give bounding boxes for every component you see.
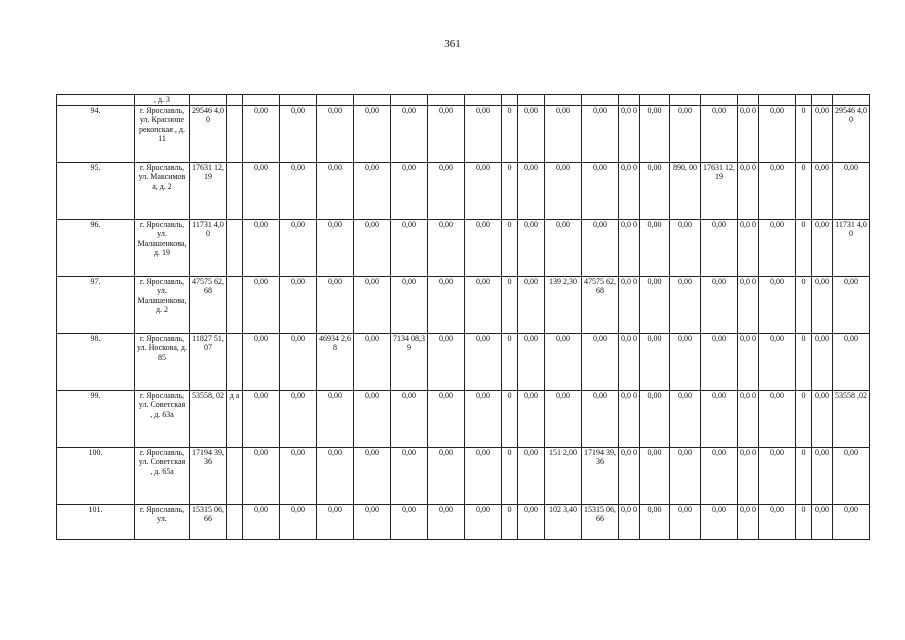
table-row [57,276,870,333]
value-cell: 0,00 [640,333,670,390]
value-cell: 0,0 0 [619,162,640,219]
value-cell: 0,00 [391,390,428,447]
address-cell: г. Ярославль, ул. Советская , д. 63а [135,390,190,447]
value-cell: 0 [796,504,812,539]
data-cell [428,95,465,106]
value-cell: 0,00 [640,162,670,219]
value-cell: 17631 12,19 [701,162,738,219]
table-row [57,504,870,539]
value-cell: 0,00 [812,390,833,447]
value-cell: 0,00 [670,276,701,333]
table-row [57,162,870,219]
value-cell: 0,00 [465,504,502,539]
value-cell: 0,00 [518,504,545,539]
row-number-cell: 99. [57,390,135,447]
row-number-cell: 97. [57,276,135,333]
value-cell: 0,00 [833,447,870,504]
page-number: 361 [444,38,461,50]
value-cell: 0,00 [701,219,738,276]
value-cell: 0,00 [354,390,391,447]
total-cell: 29546 4,00 [190,105,227,162]
value-cell: 0,00 [582,390,619,447]
value-cell: 0,00 [518,276,545,333]
address-cell: г. Ярославль, ул. Носкова, д. 85 [135,333,190,390]
data-cell [759,95,796,106]
total-cell: 53558, 02 [190,390,227,447]
value-cell: 17194 39,36 [582,447,619,504]
value-cell: 0,00 [812,105,833,162]
value-cell: 0,00 [582,105,619,162]
value-cell: 0,00 [391,162,428,219]
value-cell: 0,00 [280,504,317,539]
value-cell: 0,0 0 [738,162,759,219]
value-cell: 0,00 [812,276,833,333]
table-row [57,333,870,390]
value-cell: 0,0 0 [738,105,759,162]
value-cell: 0,00 [391,276,428,333]
value-cell: 0,00 [701,333,738,390]
value-cell: 0,00 [670,105,701,162]
value-cell: 11731 4,00 [833,219,870,276]
flag-cell [227,276,243,333]
value-cell: 0,00 [317,390,354,447]
value-cell: 0,00 [280,390,317,447]
value-cell: 0,00 [812,333,833,390]
value-cell: 0,00 [759,504,796,539]
value-cell: 0,0 0 [619,390,640,447]
value-cell: 0,00 [428,276,465,333]
flag-cell [227,447,243,504]
value-cell: 0,00 [280,333,317,390]
value-cell: 0 [796,447,812,504]
value-cell: 46934 2,68 [317,333,354,390]
value-cell: 0,00 [317,105,354,162]
value-cell: 0,0 0 [619,333,640,390]
value-cell: 0,00 [391,447,428,504]
value-cell: 0,00 [518,333,545,390]
value-cell: 0 [502,390,518,447]
row-number-cell: 101. [57,504,135,539]
value-cell: 0,00 [391,219,428,276]
data-cell [243,95,280,106]
value-cell: 0,0 0 [738,276,759,333]
value-cell: 0,00 [391,504,428,539]
row-number-cell: 96. [57,219,135,276]
value-cell: 0,00 [759,162,796,219]
value-cell: 0,00 [670,333,701,390]
value-cell: 0,00 [518,447,545,504]
value-cell: 7134 08,39 [391,333,428,390]
value-cell: 0,00 [465,447,502,504]
value-cell: 0,00 [317,162,354,219]
value-cell: 0 [502,162,518,219]
value-cell: 0 [796,333,812,390]
value-cell: 0 [502,504,518,539]
value-cell: 0,0 0 [619,504,640,539]
value-cell: 0,00 [545,105,582,162]
value-cell: 0,00 [759,447,796,504]
data-cell [812,95,833,106]
value-cell: 0 [502,219,518,276]
value-cell: 0,00 [243,276,280,333]
value-cell: 0,00 [582,162,619,219]
value-cell: 139 2,30 [545,276,582,333]
value-cell: 0,00 [243,162,280,219]
value-cell: 0,00 [317,219,354,276]
value-cell: 0,00 [545,219,582,276]
value-cell: 0,00 [833,333,870,390]
value-cell: 890, 00 [670,162,701,219]
data-cell [280,95,317,106]
value-cell: 0,00 [280,219,317,276]
data-cell [670,95,701,106]
data-table [56,94,870,540]
data-cell [502,95,518,106]
row-number-cell: 100. [57,447,135,504]
total-cell: 17194 39,36 [190,447,227,504]
value-cell: 0,00 [243,390,280,447]
value-cell: 0,00 [317,447,354,504]
data-cell [619,95,640,106]
flag-cell [227,333,243,390]
value-cell: 0,00 [518,105,545,162]
value-cell: 0 [796,390,812,447]
value-cell: 0,00 [428,390,465,447]
value-cell: 0,00 [243,333,280,390]
value-cell: 0,0 0 [619,447,640,504]
address-cell: г. Ярославль, ул. Малашенкова, д. 2 [135,276,190,333]
data-cell [640,95,670,106]
value-cell: 0,00 [391,105,428,162]
value-cell: 0 [796,162,812,219]
address-cell: г. Ярославль, ул. Советская , д. 65а [135,447,190,504]
value-cell: 0,00 [354,447,391,504]
flag-cell [227,504,243,539]
flag-cell [227,219,243,276]
data-cell [833,95,870,106]
value-cell: 0,00 [354,105,391,162]
table-row [57,105,870,162]
data-cell [465,95,502,106]
address-cell: г. Ярославль, ул. Краснопе рекопская , д. 11 [135,105,190,162]
value-cell: 0 [502,333,518,390]
value-cell: 47575 62,68 [582,276,619,333]
value-cell: 53558 ,02 [833,390,870,447]
value-cell: 0,00 [465,219,502,276]
value-cell: 0,00 [317,276,354,333]
value-cell: 0,0 0 [619,219,640,276]
value-cell: 0,00 [701,447,738,504]
value-cell: 0,00 [833,504,870,539]
table-row [57,219,870,276]
value-cell: 0 [502,276,518,333]
value-cell: 0,00 [545,162,582,219]
value-cell: 0,00 [465,390,502,447]
value-cell: 0,00 [518,219,545,276]
value-cell: 0,00 [428,333,465,390]
value-cell: 0,00 [354,333,391,390]
value-cell: 0,00 [280,447,317,504]
value-cell: 0,00 [465,276,502,333]
value-cell: 0 [796,105,812,162]
value-cell: 0,00 [280,276,317,333]
value-cell: 0,00 [701,390,738,447]
value-cell: 0,00 [428,447,465,504]
value-cell: 0,00 [428,162,465,219]
data-cell [354,95,391,106]
value-cell: 0,00 [812,504,833,539]
value-cell: 0 [796,276,812,333]
row-number-cell [57,95,135,106]
value-cell: 0,00 [428,504,465,539]
value-cell: 0,00 [759,105,796,162]
total-cell: 47575 62,68 [190,276,227,333]
value-cell: 0,0 0 [738,333,759,390]
data-cell [227,95,243,106]
value-cell: 0,0 0 [738,504,759,539]
table-row [57,447,870,504]
total-cell: 17631 12,19 [190,162,227,219]
value-cell: 0,00 [465,105,502,162]
value-cell: 0,00 [670,390,701,447]
value-cell: 0,0 0 [738,390,759,447]
value-cell: 0,00 [354,276,391,333]
total-cell: 15315 06,66 [190,504,227,539]
address-cell: , д. 3 [135,95,190,106]
value-cell: 0,0 0 [619,105,640,162]
value-cell: 0,00 [640,447,670,504]
value-cell: 0,00 [428,219,465,276]
value-cell: 0,0 0 [738,447,759,504]
value-cell: 0,00 [465,162,502,219]
value-cell: 0,00 [280,162,317,219]
value-cell: 0 [502,447,518,504]
address-cell: г. Ярославль, ул. [135,504,190,539]
row-number-cell: 95. [57,162,135,219]
value-cell: 102 3,40 [545,504,582,539]
flag-cell [227,105,243,162]
data-cell [545,95,582,106]
value-cell: 0,00 [354,162,391,219]
value-cell: 0,00 [833,162,870,219]
value-cell: 0,00 [640,219,670,276]
value-cell: 0,00 [670,504,701,539]
value-cell: 0,00 [280,105,317,162]
row-number-cell: 94. [57,105,135,162]
value-cell: 0,00 [243,219,280,276]
value-cell: 0,00 [670,219,701,276]
value-cell: 0,00 [833,276,870,333]
value-cell: 0,00 [701,504,738,539]
value-cell: 0,00 [759,276,796,333]
flag-cell [227,162,243,219]
total-cell: 11827 51,07 [190,333,227,390]
value-cell: 0,00 [243,105,280,162]
flag-cell: д а [227,390,243,447]
row-number-cell: 98. [57,333,135,390]
table-row [57,390,870,447]
data-cell [582,95,619,106]
value-cell: 0,00 [354,504,391,539]
value-cell: 0,00 [640,504,670,539]
value-cell: 0 [502,105,518,162]
value-cell: 15315 06,66 [582,504,619,539]
data-cell [391,95,428,106]
value-cell: 0,00 [812,219,833,276]
value-cell: 0,00 [640,105,670,162]
data-cell [190,95,227,106]
value-cell: 0,00 [582,333,619,390]
value-cell: 0,00 [640,276,670,333]
value-cell: 0,00 [518,390,545,447]
value-cell: 0,00 [812,447,833,504]
data-cell [796,95,812,106]
value-cell: 0,00 [640,390,670,447]
data-cell [738,95,759,106]
value-cell: 0,00 [812,162,833,219]
data-cell [518,95,545,106]
value-cell: 0,0 0 [619,276,640,333]
value-cell: 0,00 [545,390,582,447]
address-cell: г. Ярославль, ул. Малашенкова, д. 19 [135,219,190,276]
value-cell: 0,00 [759,390,796,447]
data-cell [701,95,738,106]
value-cell: 29546 4,00 [833,105,870,162]
value-cell: 0,00 [670,447,701,504]
value-cell: 0,00 [354,219,391,276]
value-cell: 0,00 [518,162,545,219]
value-cell: 0,00 [545,333,582,390]
value-cell: 0,00 [759,219,796,276]
value-cell: 0,00 [243,447,280,504]
value-cell: 0,00 [759,333,796,390]
total-cell: 11731 4,00 [190,219,227,276]
value-cell: 0,00 [317,504,354,539]
value-cell: 0,00 [465,333,502,390]
value-cell: 0,00 [428,105,465,162]
value-cell: 0,00 [701,105,738,162]
value-cell: 151 2,00 [545,447,582,504]
address-cell: г. Ярославль, ул. Максимов а, д. 2 [135,162,190,219]
value-cell: 0,00 [582,219,619,276]
value-cell: 0,0 0 [738,219,759,276]
value-cell: 0,00 [701,276,738,333]
data-cell [317,95,354,106]
continuation-row [57,95,870,106]
value-cell: 0,00 [243,504,280,539]
value-cell: 0 [796,219,812,276]
